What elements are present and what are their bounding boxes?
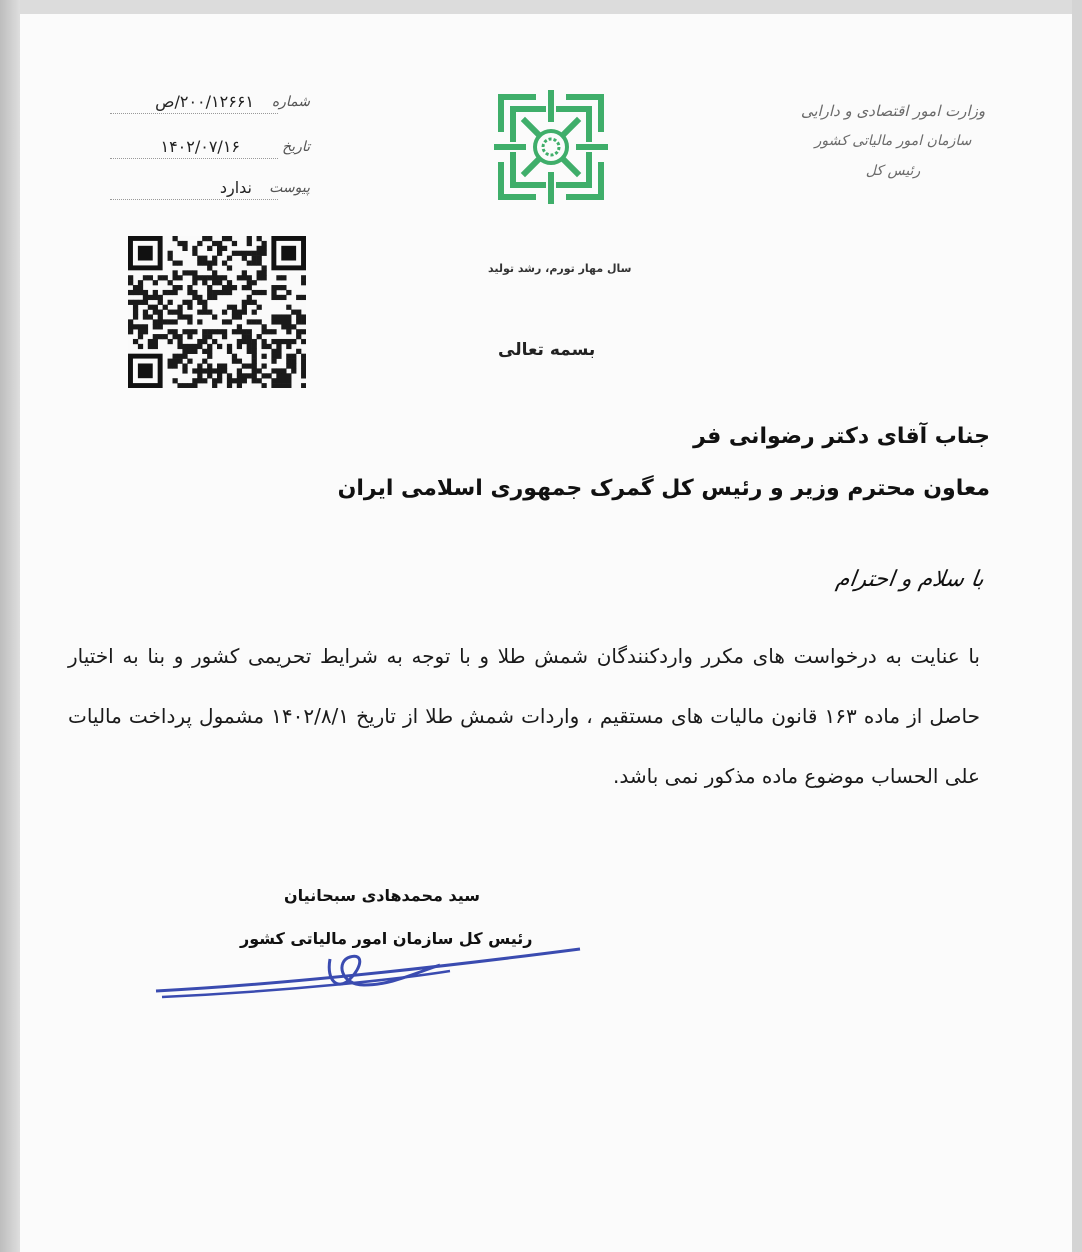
letter-sheet xyxy=(20,14,1072,1252)
signer-name: سید محمدهادی سبحانیان xyxy=(284,886,481,905)
letter-body: با عنایت به درخواست های مکرر واردکنندگان شمش طلا و با توجه به شرایط تحریمی کشور و بنا به اختیار حاصل از ماده ۱۶۳ قانون مالیات های مستقیم ، واردات شمش طلا از تاریخ ۱۴۰۲/۸/۱ مشمول پرداخت مالیات علی الحساب موضوع ماده مذکور نمی باشد. xyxy=(68,644,980,788)
letter-attachment-value: ندارد xyxy=(219,178,252,197)
letter-date-value: ۱۴۰۲/۰۷/۱۶ xyxy=(160,137,240,156)
handwritten-signature xyxy=(150,919,590,1009)
photo-frame-right xyxy=(1072,0,1082,1252)
office-title: رئیس کل xyxy=(865,163,921,179)
organization-name: سازمان امور مالیاتی کشور xyxy=(814,133,972,149)
letter-date-label: تاریخ xyxy=(282,139,310,155)
recipient-name: جناب آقای دکتر رضوانی فر xyxy=(693,424,990,449)
qr-code-icon xyxy=(128,236,306,388)
letter-number-label: شماره xyxy=(271,94,310,110)
letter-attachment-label: پیوست xyxy=(269,180,310,196)
letter-attachment-row xyxy=(110,180,310,204)
bismillah-heading: بسمه تعالی xyxy=(498,340,596,360)
recipient-title: معاون محترم وزیر و رئیس کل گمرک جمهوری اسلامی ایران xyxy=(337,476,990,501)
ministry-name: وزارت امور اقتصادی و دارایی xyxy=(800,102,986,120)
photo-frame-left xyxy=(0,0,20,1252)
signer-title: رئیس کل سازمان امور مالیاتی کشور xyxy=(240,929,533,948)
letter-date-row xyxy=(110,139,310,163)
letter-number-row xyxy=(110,94,310,118)
greeting: با سلام و احترام xyxy=(834,567,986,592)
tax-organization-emblem-icon xyxy=(493,89,609,205)
year-slogan: سال مهار تورم، رشد تولید xyxy=(488,262,632,275)
letter-number-value: ۲۰۰/۱۲۶۶۱/ص xyxy=(155,92,254,111)
ministry-header xyxy=(778,96,1008,186)
